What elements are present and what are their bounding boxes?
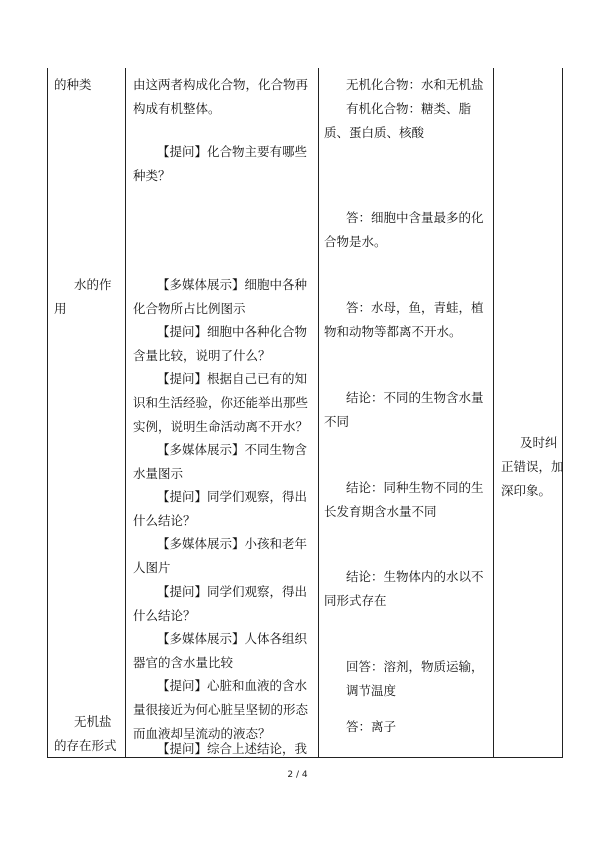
student-answer: 答：细胞中含量最多的化 bbox=[346, 210, 484, 225]
teacher-text-line: 什么结论？ bbox=[133, 513, 196, 528]
teacher-question: 【提问】细胞中各种化合物 bbox=[157, 324, 308, 339]
student-text-line: 物和动物等都离不开水。 bbox=[324, 324, 462, 339]
teacher-text-line: 实例，说明生命活动离不开水？ bbox=[133, 419, 309, 434]
teacher-question: 【提问】根据自己已有的知 bbox=[157, 371, 308, 386]
student-conclusion: 结论：生物体内的水以不 bbox=[346, 569, 484, 584]
teacher-text-line: 构成有机整体。 bbox=[133, 101, 221, 116]
teacher-text-line: 什么结论？ bbox=[133, 608, 196, 623]
teacher-text-line: 而血液却呈流动的液态？ bbox=[133, 726, 271, 741]
column-divider bbox=[318, 68, 319, 757]
design-intent-text: 及时纠 bbox=[520, 435, 558, 450]
lesson-table bbox=[47, 68, 563, 758]
teacher-question: 【提问】同学们观察，得出 bbox=[157, 584, 308, 599]
design-intent-text: 深印象。 bbox=[501, 483, 552, 498]
design-intent-text: 正错误，加 bbox=[501, 459, 564, 474]
student-text-line: 质、蛋白质、核酸 bbox=[324, 125, 425, 140]
student-text-line: 不同 bbox=[324, 414, 350, 429]
inorganic-salt-heading: 无机盐 bbox=[74, 714, 112, 729]
teacher-text-line: 识和生活经验，你还能举出那些 bbox=[133, 395, 309, 410]
water-role-heading-cont: 用 bbox=[54, 301, 67, 316]
student-conclusion: 结论：同种生物不同的生 bbox=[346, 480, 484, 495]
teacher-text-line: 人图片 bbox=[133, 560, 171, 575]
teacher-multimedia: 【多媒体展示】小孩和老年 bbox=[157, 536, 308, 551]
student-text-line: 调节温度 bbox=[346, 683, 397, 698]
student-text-line: 长发育期含水量不同 bbox=[324, 504, 437, 519]
water-role-heading: 水的作 bbox=[74, 277, 112, 292]
teacher-text-line: 水量图示 bbox=[133, 466, 184, 481]
teacher-text-line: 由这两者构成化合物，化合物再 bbox=[133, 77, 309, 92]
inorganic-salt-heading-cont: 的存在形式 bbox=[54, 738, 117, 753]
student-answer: 答：水母，鱼，青蛙，植 bbox=[346, 300, 484, 315]
teacher-multimedia: 【多媒体展示】人体各组织 bbox=[157, 631, 308, 646]
teacher-text-line: 含量比较，说明了什么？ bbox=[133, 348, 271, 363]
student-conclusion: 结论：不同的生物含水量 bbox=[346, 390, 484, 405]
teacher-question: 【提问】化合物主要有哪些 bbox=[157, 144, 308, 159]
column-divider bbox=[125, 68, 126, 757]
teacher-text-line: 种类？ bbox=[133, 168, 171, 183]
teacher-text-line: 器官的含水量比较 bbox=[133, 655, 234, 670]
teacher-multimedia: 【多媒体展示】不同生物含 bbox=[157, 442, 308, 457]
teacher-question: 【提问】综合上述结论，我 bbox=[157, 741, 308, 756]
teacher-question: 【提问】同学们观察，得出 bbox=[157, 489, 308, 504]
teacher-multimedia: 【多媒体展示】细胞中各种 bbox=[157, 277, 308, 292]
teacher-text-line: 化合物所占比例图示 bbox=[133, 301, 246, 316]
teacher-text-line: 量很接近为何心脏呈坚韧的形态 bbox=[133, 702, 309, 717]
student-answer: 答：离子 bbox=[346, 719, 397, 734]
student-text-line: 同形式存在 bbox=[324, 593, 387, 608]
page-number: 2 / 4 bbox=[287, 770, 308, 780]
teacher-question: 【提问】心脏和血液的含水 bbox=[157, 678, 308, 693]
student-text-line: 有机化合物：糖类、脂 bbox=[346, 101, 472, 116]
column-divider bbox=[493, 68, 494, 757]
student-text-line: 无机化合物：水和无机盐 bbox=[346, 77, 484, 92]
student-answer: 回答：溶剂，物质运输， bbox=[346, 659, 484, 674]
topic-tail-text: 的种类 bbox=[54, 77, 92, 92]
student-text-line: 合物是水。 bbox=[324, 234, 387, 249]
